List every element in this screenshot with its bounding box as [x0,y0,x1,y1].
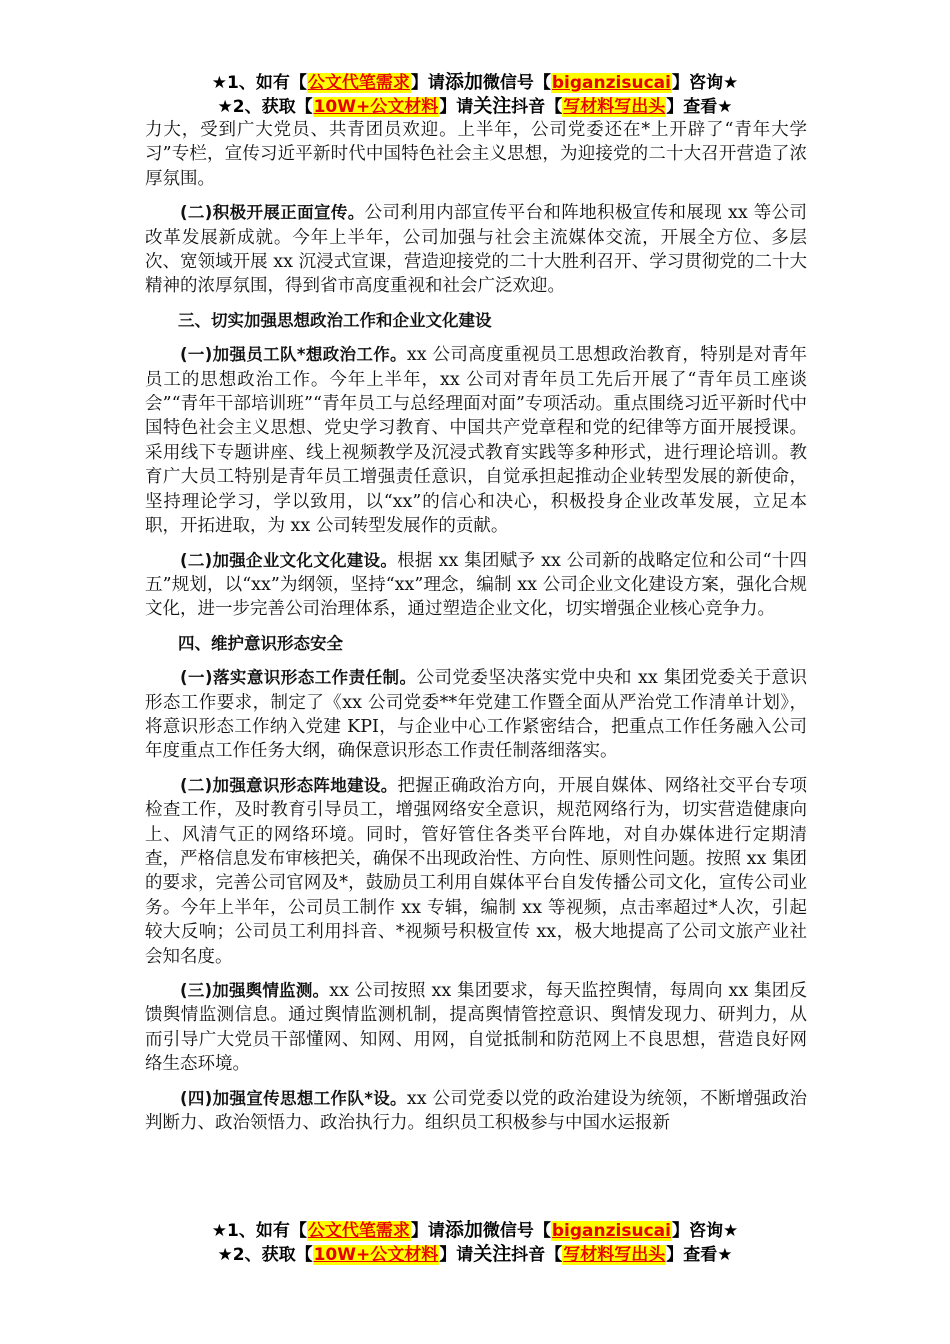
promo-text: 抖音【 [511,97,563,117]
promo-text: 】请 [410,1221,445,1241]
promo-text: 】请 [439,97,474,117]
promo-line-2 [0,1242,950,1266]
paragraph [145,979,807,1077]
promo-highlight: 10W+公文材料 [313,1245,439,1265]
promo-highlight: 写材料写出头 [563,1245,666,1265]
promo-text: 】请 [410,73,445,93]
paragraph-title: (二)加强意识形态阵地建设。 [180,775,398,795]
promo-keyword: 关注 [473,95,512,117]
paragraph-body: xx 公司党委以党的政治建设为统领，不断增强政治判断力、政治领悟力、政治执行力。组织员工积极参与中国水运报新 [145,1088,807,1134]
promo-line-1 [0,70,950,94]
paragraph-body: 公司党委坚决落实党中央和 xx 集团党委关于意识形态工作要求，制定了《xx 公司党委**年党建工作暨全面从严治党工作清单计划》，将意识形态工作纳入党建 KPI，与企业中心工作紧密结合，把重点工作任务融入公司年度重点工作任务大纲，确保意识形态工作责任制落细落实。 [145,668,807,762]
document-body [145,118,807,1145]
section-heading: 三、切实加强思想政治工作和企业文化建设 [178,310,492,330]
promo-text: 微信号【 [482,1221,551,1241]
paragraph [145,1087,807,1136]
promo-highlight: 10W+公文材料 [313,97,439,117]
promo-highlight: biganzisucai [551,73,671,93]
promo-text: ★2、获取【 [217,97,313,117]
paragraph-body: 把握正确政治方向，开展自媒体、网络社交平台专项检查工作，及时教育引导员工，增强网络安全意识，规范网络行为，切实营造健康向上、风清气正的网络环境。同时，管好管住各类平台阵地，对自办媒体进行定期清查，严格信息发布审核把关，确保不出现政治性、方向性、原则性问题。按照 xx 集团的要求，完善公司官网及*，鼓励员工利用自媒体平台自发传播公司文化，宣传公司业务。今年上半年，公司员工制作 xx 专辑，编制 xx 等视频，点击率超过*人次，引起较大反响；公司员工利用抖音、*视频号积极宣传 xx，极大地提高了公司文旅产业社会知名度。 [145,775,808,967]
paragraph-title: (三)加强舆情监测。 [180,981,330,1000]
paragraph-title: (一)加强员工队*想政治工作。 [180,345,407,365]
promo-text: 】查看★ [666,97,733,117]
paragraph-body: 公司利用内部宣传平台和阵地积极宣传和展现 xx 等公司改革发展新成就。今年上半年，公司加强与社会主流媒体交流，开展全方位、多层次、宽领域开展 xx 沉浸式宣课，营造迎接党的二十大胜利召开、学习贯彻党的二十大精神的浓厚氛围，得到省市高度重视和社会广泛欢迎。 [145,203,807,297]
promo-text: 】请 [439,1245,474,1265]
promo-text: ★1、如有【 [211,1221,307,1241]
paragraph-title: (二)积极开展正面宣传。 [180,203,365,223]
section-heading: 四、维护意识形态安全 [178,633,343,653]
promo-header [0,70,950,118]
promo-keyword: 关注 [473,1243,512,1265]
paragraph-title: (四)加强宣传思想工作队*设。 [180,1088,407,1108]
promo-keyword: 添加 [444,71,483,93]
paragraph [145,549,807,622]
promo-text: ★1、如有【 [211,73,307,93]
paragraph-continued: 力大，受到广大党员、共青团员欢迎。上半年，公司党委还在*上开辟了“青年大学习”专栏，宣传习近平新时代中国特色社会主义思想，为迎接党的二十大召开营造了浓厚氛围。 [145,120,807,189]
promo-text: 微信号【 [482,73,551,93]
paragraph [145,666,807,764]
paragraph-title: (一)落实意识形态工作责任制。 [180,668,417,688]
promo-highlight: biganzisucai [551,1221,671,1241]
paragraph [145,343,807,538]
promo-keyword: 添加 [444,1219,483,1241]
promo-highlight: 公文代笔需求 [307,1221,410,1241]
paragraph [145,774,807,969]
promo-text: ★2、获取【 [217,1245,313,1265]
paragraph-body: xx 公司高度重视员工思想政治教育，特别是对青年员工的思想政治工作。今年上半年，xx 公司对青年员工先后开展了“青年员工座谈会”“青年干部培训班”“青年员工与总经理面对面”专项活动。重点围绕习近平新时代中国特色社会主义思想、党史学习教育、中国共产党章程和党的纪律等方面开展授课。采用线下专题讲座、线上视频教学及沉浸式教育实践等多种形式，进行理论培训。教育广大员工特别是青年员工增强责任意识，自觉承担起推动企业转型发展的新使命，坚持理论学习，学以致用，以“xx”的信心和决心，积极投身企业改革发展，立足本职，开拓进取，为 xx 公司转型发展作的贡献。 [145,345,807,537]
promo-text: 】咨询★ [671,1221,739,1241]
paragraph-body: 根据 xx 集团赋予 xx 公司新的战略定位和公司“十四五”规划，以“xx”为纲领，坚持“xx”理念，编制 xx 公司企业文化建设方案，强化合规文化，进一步完善公司治理体系，通过塑造企业文化，切实增强企业核心竞争力。 [145,550,807,620]
promo-text: 】查看★ [666,1245,733,1265]
promo-highlight: 公文代笔需求 [307,73,410,93]
paragraph [145,201,807,299]
paragraph-body: xx 公司按照 xx 集团要求，每天监控舆情，每周向 xx 集团反馈舆情监测信息。通过舆情监测机制，提高舆情管控意识、舆情发现力、研判力，从而引导广大党员干部懂网、知网、用网，自觉抵制和防范网上不良思想，营造良好网络生态环境。 [145,981,807,1075]
promo-line-2 [0,94,950,118]
promo-text: 抖音【 [511,1245,563,1265]
promo-text: 】咨询★ [671,73,739,93]
promo-footer [0,1218,950,1266]
paragraph-title: (二)加强企业文化文化建设。 [180,550,398,570]
promo-line-1 [0,1218,950,1242]
promo-highlight: 写材料写出头 [563,97,666,117]
